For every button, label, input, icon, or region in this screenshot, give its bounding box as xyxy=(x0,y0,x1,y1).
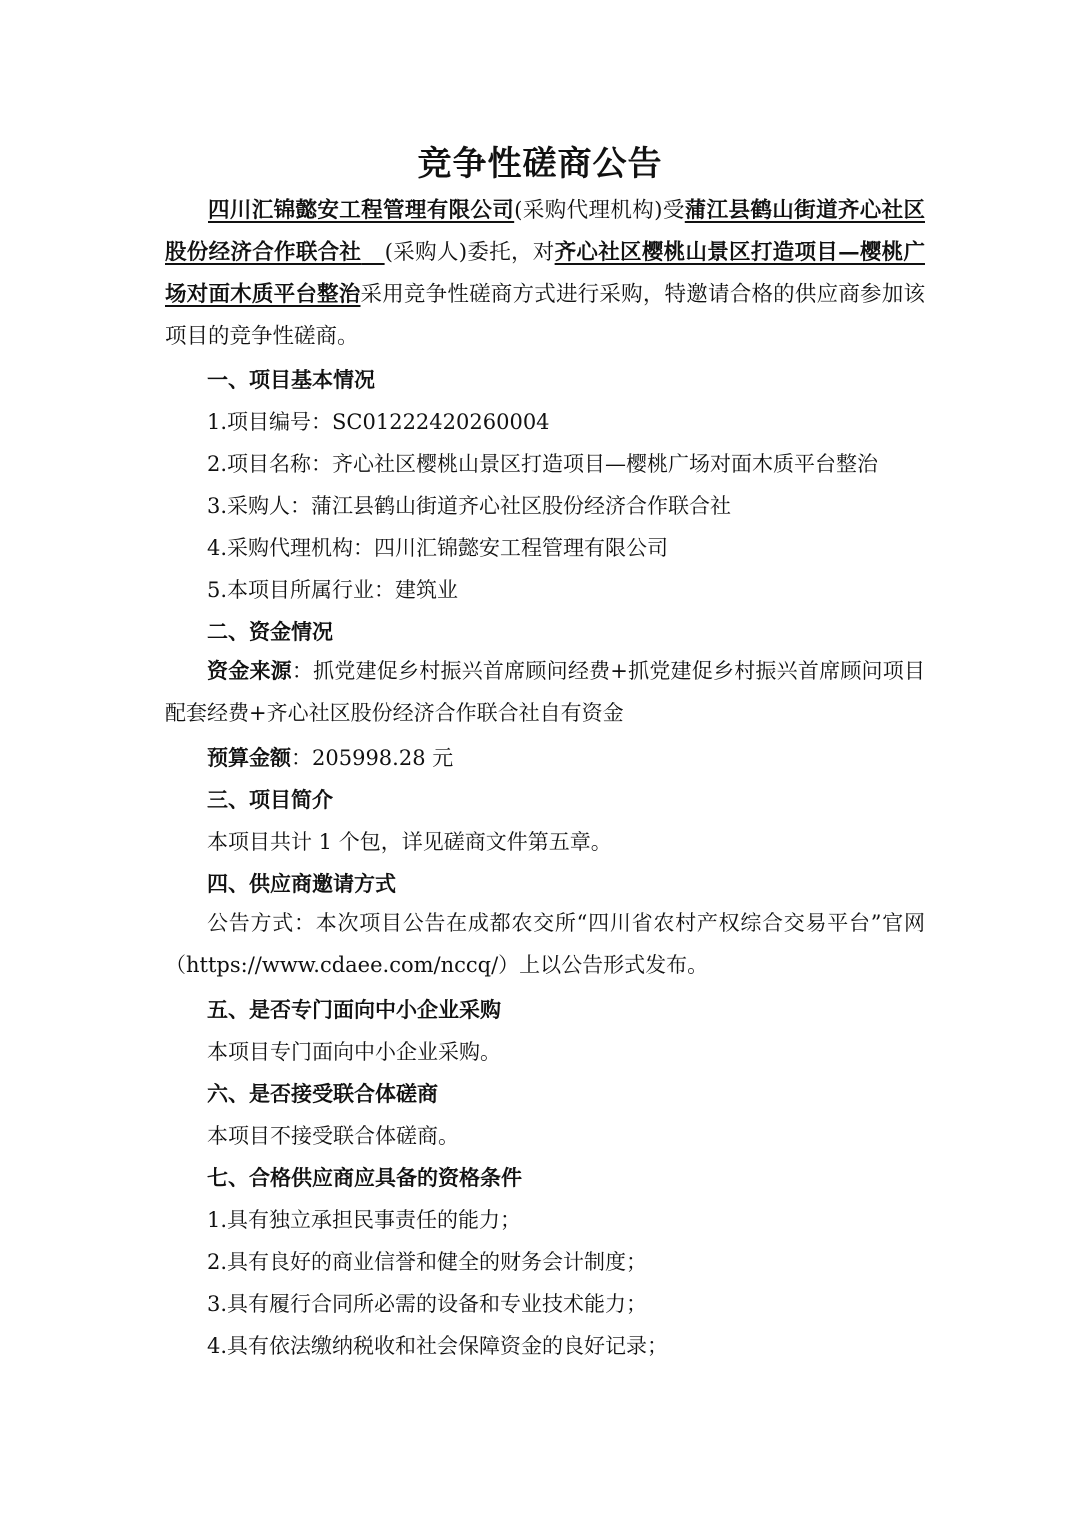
section-1-item: 3.采购人：蒲江县鹤山街道齐心社区股份经济合作联合社 xyxy=(207,494,732,518)
section-1-item: 1.项目编号：SC01222420260004 xyxy=(207,410,550,434)
intro-text-1: (采购代理机构)受 xyxy=(514,198,685,223)
section-3-heading: 三、项目简介 xyxy=(207,787,333,812)
section-1-item: 2.项目名称：齐心社区樱桃山景区打造项目—樱桃广场对面木质平台整治 xyxy=(207,452,879,476)
section-1-item: 4.采购代理机构：四川汇锦懿安工程管理有限公司 xyxy=(207,536,669,560)
budget-label: 预算金额 xyxy=(207,745,291,770)
intro-text-3: 采用竞争性磋商方式进行采购，特邀请合格的供应商参加该项目的竞争性磋商。 xyxy=(165,282,925,349)
section-6-text: 本项目不接受联合体磋商。 xyxy=(207,1124,459,1148)
section-7-item: 3.具有履行合同所必需的设备和专业技术能力； xyxy=(207,1292,648,1316)
section-5-heading: 五、是否专门面向中小企业采购 xyxy=(207,997,501,1022)
purchaser-name: 蒲江县鹤山街道齐心社区股份经济合作联合社 xyxy=(165,198,925,265)
section-2-heading: 二、资金情况 xyxy=(207,619,333,644)
section-4-heading: 四、供应商邀请方式 xyxy=(207,871,396,896)
purchaser-underline-gap xyxy=(361,240,384,265)
agency-name: 四川汇锦懿安工程管理有限公司 xyxy=(208,198,515,223)
section-1-item: 5.本项目所属行业：建筑业 xyxy=(207,578,459,602)
section-7-item: 2.具有良好的商业信誉和健全的财务会计制度； xyxy=(207,1250,648,1274)
funding-source-text: ：抓党建促乡村振兴首席顾问经费+抓党建促乡村振兴首席顾问项目配套经费+齐心社区股份经济合作联合社自有资金 xyxy=(165,659,926,725)
section-7-item: 1.具有独立承担民事责任的能力； xyxy=(207,1208,522,1232)
intro-text-2: (采购人)委托，对 xyxy=(384,240,555,265)
section-6-heading: 六、是否接受联合体磋商 xyxy=(207,1081,438,1106)
funding-source xyxy=(165,650,925,734)
section-4-text: 公告方式：本次项目公告在成都农交所“四川省农村产权综合交易平台”官网（https://www.cdaee.com/nccq/）上以公告形式发布。 xyxy=(165,911,925,977)
project-name: 齐心社区樱桃山景区打造项目—樱桃广场对面木质平台整治 xyxy=(165,240,925,307)
section-5-text: 本项目专门面向中小企业采购。 xyxy=(207,1040,501,1064)
section-7-item: 4.具有依法缴纳税收和社会保障资金的良好记录； xyxy=(207,1334,669,1358)
budget-text: ：205998.28 元 xyxy=(291,746,454,770)
budget-amount xyxy=(207,742,453,772)
intro-paragraph xyxy=(165,190,925,358)
page-title: 竞争性磋商公告 xyxy=(417,144,663,184)
section-1-heading: 一、项目基本情况 xyxy=(207,367,375,392)
section-7-heading: 七、合格供应商应具备的资格条件 xyxy=(207,1165,522,1190)
funding-source-label: 资金来源 xyxy=(207,658,292,683)
section-3-text: 本项目共计 1 个包，详见磋商文件第五章。 xyxy=(207,830,612,854)
